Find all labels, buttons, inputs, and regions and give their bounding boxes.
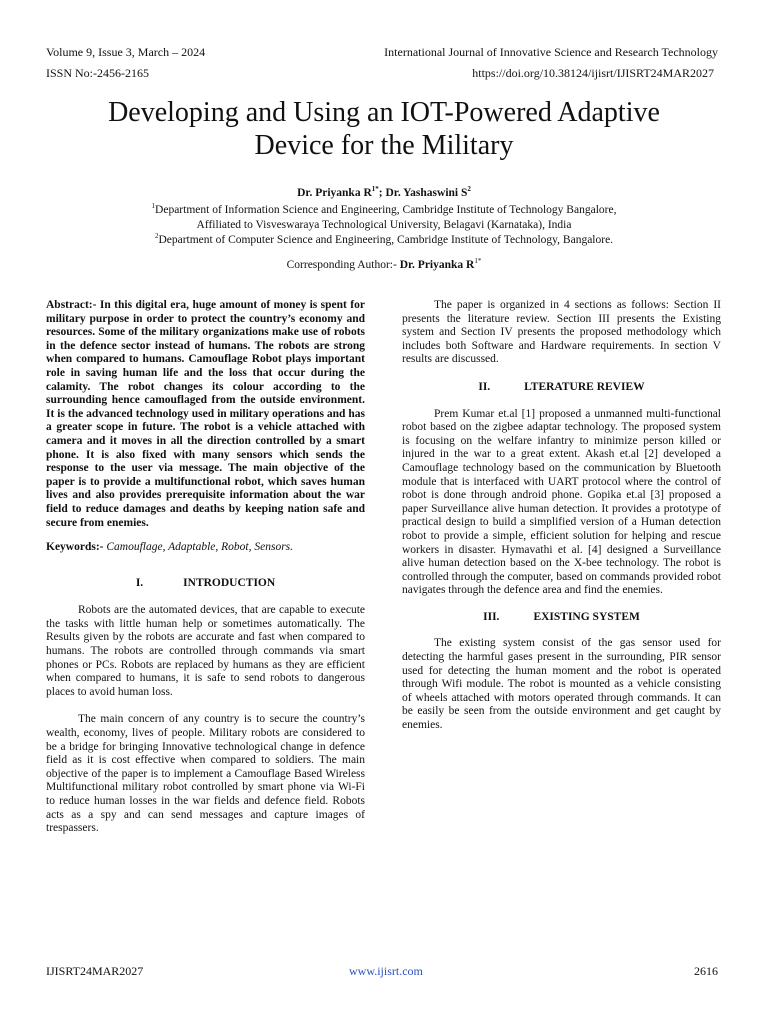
corresponding-name: Dr. Priyanka R bbox=[399, 259, 475, 271]
left-column bbox=[46, 299, 365, 836]
section-title: INTRODUCTION bbox=[183, 576, 276, 589]
existing-system-paragraph: The existing system consist of the gas sensor used for detecting the harmful gases present in the surrounding, PIR sensor used for detecting the human moment and the robot is operated through Wifi module. The robot is mounted as a vehicle consisting of wheels attached with motors operated through commands. It can be easily be seen from the outside environment and get caught by enemies. bbox=[402, 637, 721, 732]
right-column bbox=[402, 299, 721, 733]
page-number: 2616 bbox=[694, 964, 718, 978]
affiliation-2-line-1: Department of Computer Science and Engineering, Cambridge Institute of Technology, Bangalore. bbox=[158, 234, 614, 246]
footer-paper-code: IJISRT24MAR2027 bbox=[46, 964, 144, 978]
footer-website-link[interactable]: www.ijisrt.com bbox=[349, 964, 423, 978]
literature-review-paragraph: Prem Kumar et.al [1] proposed a unmanned multi-functional robot based on the zigbee adaptar technology. The proposed system is focusing on the welfare infantry to minimize person killed or injured in the war to a great extent. Akash et.al [2] developed a Camouflage technology based on the communication by Bluetooth module that is interfaced with UART protocol where the control of robot is done through android phone. Gopika et.al [3] proposed a paper Surveillance alive human detection. It provides a prototype of practical design to build a simplified version of a Human detection robot to provide a simple, efficient solution for helping and rescue workers in disaster. Hymavathi et al. [4] designed a Surveillance alive human detection based on the X-bee technology. The robot is controlled through the computer, based on commands provided robot navigates through the defence area and find the enemies. bbox=[402, 407, 721, 597]
abstract: Abstract:- In this digital era, huge amount of money is spent for military purpose in order to protect the country’s economy and resources. Some of the military organizations make use of robots in the defence sector instead of humans. The robots are strong when compared to humans. Camouflage Robot plays important role in saving human life and the loss that occur during the calamity. The robot changes its colour according to the surrounding hence camouflaged from the outside environment. It is the advanced technology used in military operations and has a greater scope in future. The robot is a vehicle attached with camera and it moves in all the direction controlled by a smart phone. It is also fixed with many sensors which sends the response to the user via message. The main objective of the paper is to provide a multifunctional robot, which saves human lives and also provides prerequisite information about the war field to reduce damages and deaths by keeping nation safe and secure from enemies. bbox=[46, 299, 365, 529]
author-list bbox=[40, 186, 728, 200]
affiliation-1-line-1: Department of Information Science and Engineering, Cambridge Institute of Technology Bangalore, bbox=[155, 204, 617, 216]
keywords-label: Keywords:- bbox=[46, 541, 104, 554]
section-number: III. bbox=[483, 610, 500, 623]
journal-name: International Journal of Innovative Science and Research Technology bbox=[384, 45, 718, 59]
section-heading-existing-system bbox=[402, 611, 721, 625]
affiliation-1-line-2: Affiliated to Visveswaraya Technological University, Belagavi (Karnataka), India bbox=[196, 219, 572, 231]
paper-title bbox=[40, 96, 728, 162]
title-line-2: Device for the Military bbox=[254, 130, 514, 161]
section-number: I. bbox=[135, 576, 144, 589]
keywords bbox=[46, 541, 365, 555]
organization-paragraph: The paper is organized in 4 sections as follows: Section II presents the literature review. Section III presents the Existing system and Section IV presents the proposed methodology which includes both Software and Hardware requirements. In section V results are discussed. bbox=[402, 299, 721, 366]
section-title: LTERATURE REVIEW bbox=[524, 380, 645, 393]
affiliations bbox=[40, 203, 728, 248]
author-2: Dr. Yashaswini S bbox=[385, 187, 468, 199]
section-heading-literature-review bbox=[402, 381, 721, 395]
keywords-list: Camouflage, Adaptable, Robot, Sensors. bbox=[103, 541, 294, 554]
doi-link[interactable]: https://doi.org/10.38124/ijisrt/IJISRT24MAR2027 bbox=[472, 66, 714, 80]
author-separator: ; bbox=[378, 187, 386, 199]
author-2-marker: 2 bbox=[467, 185, 471, 194]
section-title: EXISTING SYSTEM bbox=[533, 610, 640, 623]
section-heading-introduction bbox=[46, 577, 365, 591]
affiliation-1-marker: 1 bbox=[151, 202, 156, 211]
section-number: II. bbox=[478, 380, 491, 393]
author-1: Dr. Priyanka R bbox=[297, 187, 372, 199]
corresponding-author bbox=[40, 258, 728, 272]
affiliation-2-marker: 2 bbox=[154, 232, 159, 241]
volume-info: Volume 9, Issue 3, March – 2024 bbox=[46, 45, 206, 59]
author-1-marker: 1* bbox=[371, 185, 379, 194]
corresponding-marker: 1* bbox=[474, 257, 482, 266]
issn: ISSN No:-2456-2165 bbox=[46, 66, 150, 80]
corresponding-label: Corresponding Author:- bbox=[286, 259, 400, 271]
intro-paragraph-2: The main concern of any country is to secure the country’s wealth, economy, lives of people. Military robots are considered to be a bridge for bringing Innovative technological change in defence field as it is cost effective when compared to soldiers. The main objective of the paper is to implement a Camouflage Based Wireless Multifunctional military robot controlled by smart phone via Wi-Fi to reduce human losses in the war fields and defence field. Robots acts as a spy and can send messages and capture images of trespassers. bbox=[46, 713, 365, 835]
intro-paragraph-1: Robots are the automated devices, that are capable to execute the tasks with little human help or sometimes automatically. The Results given by the robots are accurate and fast when compared to humans. The robots are controlled through commands via smart phones or PCs. Robots are replaced by humans as they are efficient when compared to humans, it is safe to send robots to dangerous places to avoid human loss. bbox=[46, 604, 365, 698]
title-line-1: Developing and Using an IOT-Powered Adaptive bbox=[108, 97, 660, 128]
